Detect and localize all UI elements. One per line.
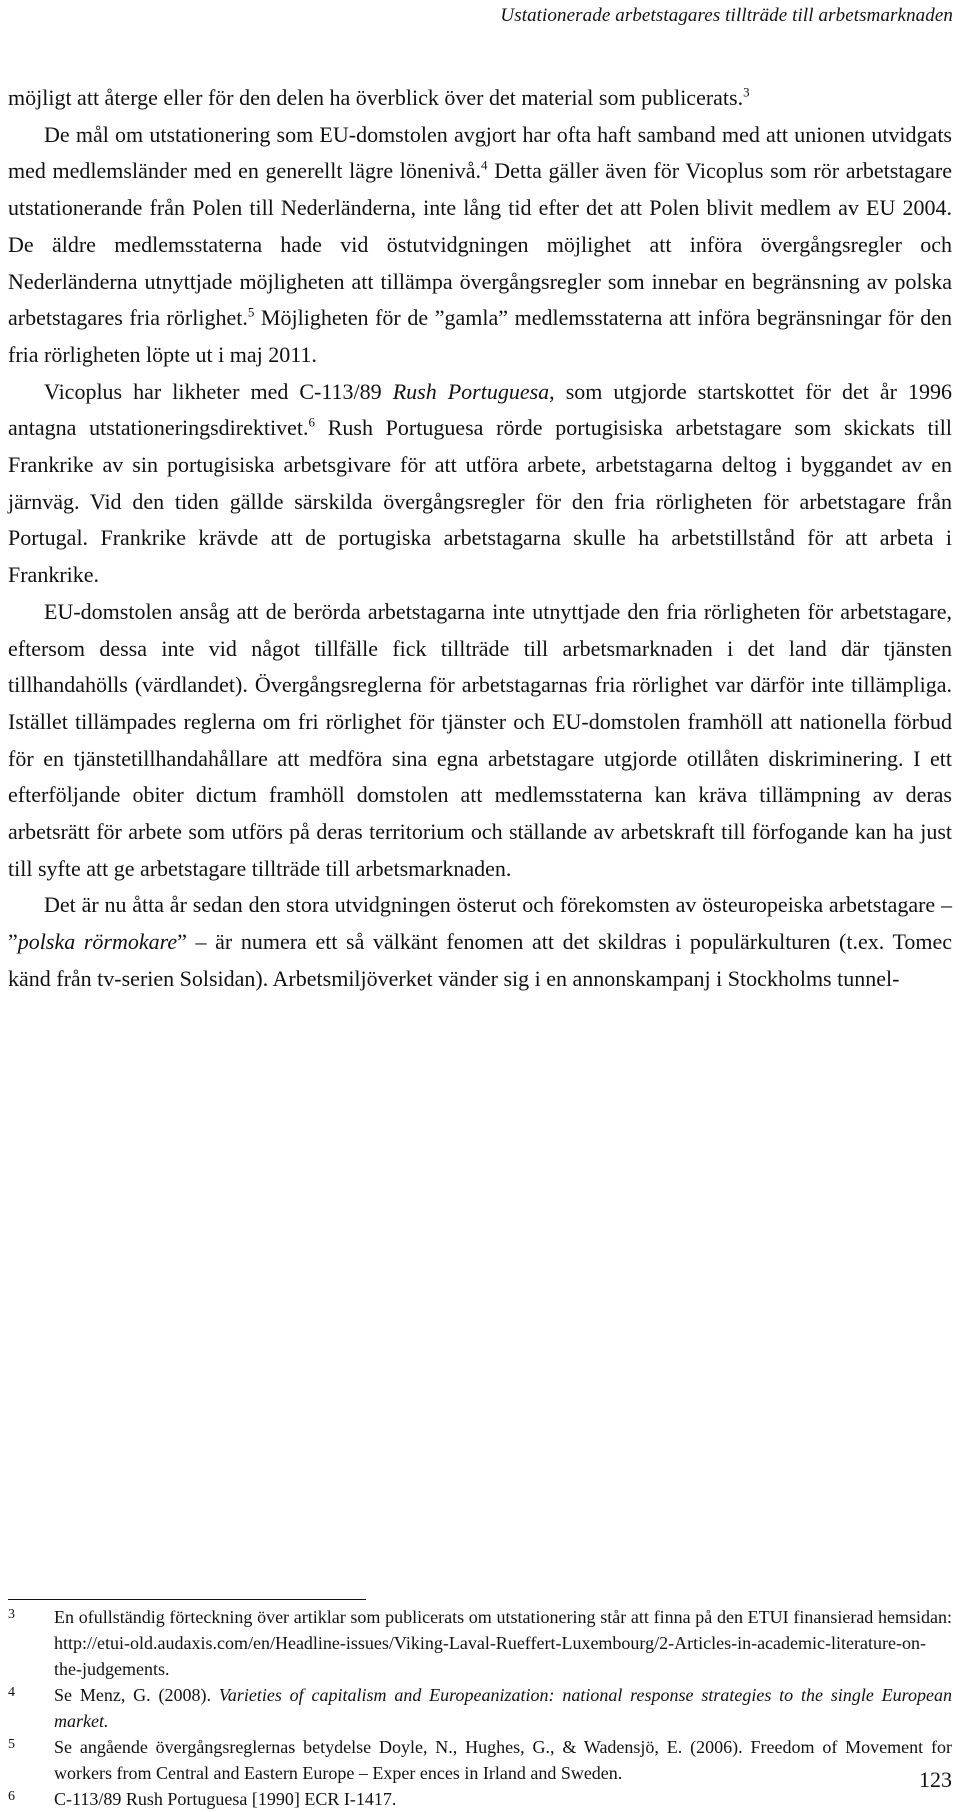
emphasized-term: polska rörmokare — [17, 929, 178, 955]
paragraph-4: EU-domstolen ansåg att de berörda arbetstagarna inte utnyttjade den fria rörligheten för arbetstagare, eftersom dessa inte vid något tillfälle fick tillträde till arbetsmarknaden i det land där tjänsten tillhandahölls (värdlandet). Övergångsreglerna för arbetstagarnas fria rörlighet var därför inte tillämpliga. Istället tillämpades reglerna om fri rörlighet för tjänster och EU-domstolen framhöll att nationella förbud för en tjänstetillhandahållare att medföra sina egna arbetstagare utgjorde otillåten diskriminering. I ett efterföljande obiter dictum framhöll domstolen att medlemsstaterna kan kräva tillämpning av deras arbetsrätt för arbete som utförs på deras territorium och ställande av arbetskraft till förfogande kan ha just till syfte att ge arbetstagare tillträde till arbetsmarknaden. — [8, 598, 952, 881]
paragraph-text: möjligt att återge eller för den delen ha överblick över det material som publicerats. — [8, 85, 744, 110]
footnote-ref-5[interactable]: 5 — [247, 304, 255, 320]
page-number: 123 — [919, 1767, 952, 1792]
footnote-4 — [8, 1682, 952, 1734]
running-head: Ustationerade arbetstagares tillträde till arbetsmarknaden — [500, 5, 953, 26]
footnote-text — [54, 1682, 952, 1734]
paragraph-3 — [8, 374, 952, 594]
footnote-number: 5 — [8, 1737, 15, 1752]
paragraph-text: , som utgjorde startskottet för det år 1996 antagna utstationeringsdirektivet. — [8, 378, 952, 441]
footnote-text: C-113/89 Rush Portuguesa [1990] ECR I-1417. — [54, 1789, 397, 1809]
footnote-work-title: Varieties of capitalism and Europeanization: national response strategies to the single European market. — [54, 1685, 952, 1731]
footnote-ref-4[interactable]: 4 — [481, 157, 488, 173]
paragraph-1 — [8, 80, 952, 117]
paragraph-text: De mål om utstationering som EU-domstolen avgjort har ofta haft samband med att unionen utvidgats med medlemsländer med en generellt lägre lönenivå. — [8, 121, 952, 184]
footnote-divider — [8, 1599, 366, 1600]
paragraph-text: Det är nu åtta år sedan den stora utvidgningen österut och förekomsten av östeuropeiska arbetstagare – ” — [8, 892, 952, 955]
footnote-number: 6 — [8, 1789, 15, 1804]
footnote-number: 3 — [8, 1607, 15, 1622]
paragraph-2 — [8, 117, 952, 374]
footnote-citation: Se Menz, G. (2008). — [54, 1685, 219, 1705]
paragraph-5 — [8, 887, 952, 997]
footnote-ref-3[interactable]: 3 — [743, 84, 750, 100]
footnote-text: En ofullständig förteckning över artiklar som publicerats om utstationering står att finna på den ETUI finansierad hemsidan: http://etui-old.audaxis.com/en/Headline-issues/Viking-Laval-Rueffert-Luxembourg/2-Articles-in-academic-literature-on-the-judgements. — [54, 1607, 952, 1679]
footnote-5 — [8, 1734, 952, 1786]
footnote-3 — [8, 1604, 952, 1682]
case-name: Rush Portuguesa — [392, 378, 550, 404]
paragraph-text: Möjligheten för de ”gamla” medlemsstaterna att införa begränsningar för den fria rörligheten löpte ut i maj 2011. — [8, 305, 952, 367]
paragraph-text: Rush Portuguesa rörde portugisiska arbetstagare som skickats till Frankrike av sin portugisiska arbetsgivare för att utföra arbete, arbetstagarna deltog i byggandet av en järnväg. Vid den tiden gällde särskilda övergångsregler för den fria rörligheten för arbetstagare från Portugal. Frankrike krävde att de portugiska arbetstagarna skulle ha arbetstillstånd för att arbeta i Frankrike. — [8, 415, 952, 588]
paragraph-text: Vicoplus har likheter med C-113/89 — [44, 378, 393, 404]
paragraph-text: ” – är numera ett så välkänt fenomen att det skildras i populärkulturen (t.ex. Tomec känd från tv-serien Solsidan). Arbetsmiljöverket vänder sig i en annonskampanj i Stockholms tunnel- — [8, 929, 952, 991]
paragraph-text: Detta gäller även för Vicoplus som rör arbetstagare utstationerande från Polen till Nederländerna, inte lång tid efter det att Polen blivit medlem av EU 2004. De äldre medlemsstaterna hade vid östutvidgningen möjlighet att införa övergångsregler och Nederländerna utnyttjade möjligheten att tillämpa övergångsregler som innebar en begränsning av polska arbetstagares fria rörlighet. — [8, 158, 952, 331]
body-text — [8, 80, 952, 998]
footnote-text: Se angående övergångsreglernas betydelse Doyle, N., Hughes, G., & Wadensjö, E. (2006). Freedom of Movement for workers from Central and Eastern Europe – Exper ences in Irland and Sweden. — [54, 1737, 952, 1783]
footnote-ref-6[interactable]: 6 — [308, 414, 315, 430]
footnote-6 — [8, 1786, 952, 1812]
footnote-number: 4 — [8, 1685, 15, 1700]
footnotes — [8, 1604, 952, 1812]
